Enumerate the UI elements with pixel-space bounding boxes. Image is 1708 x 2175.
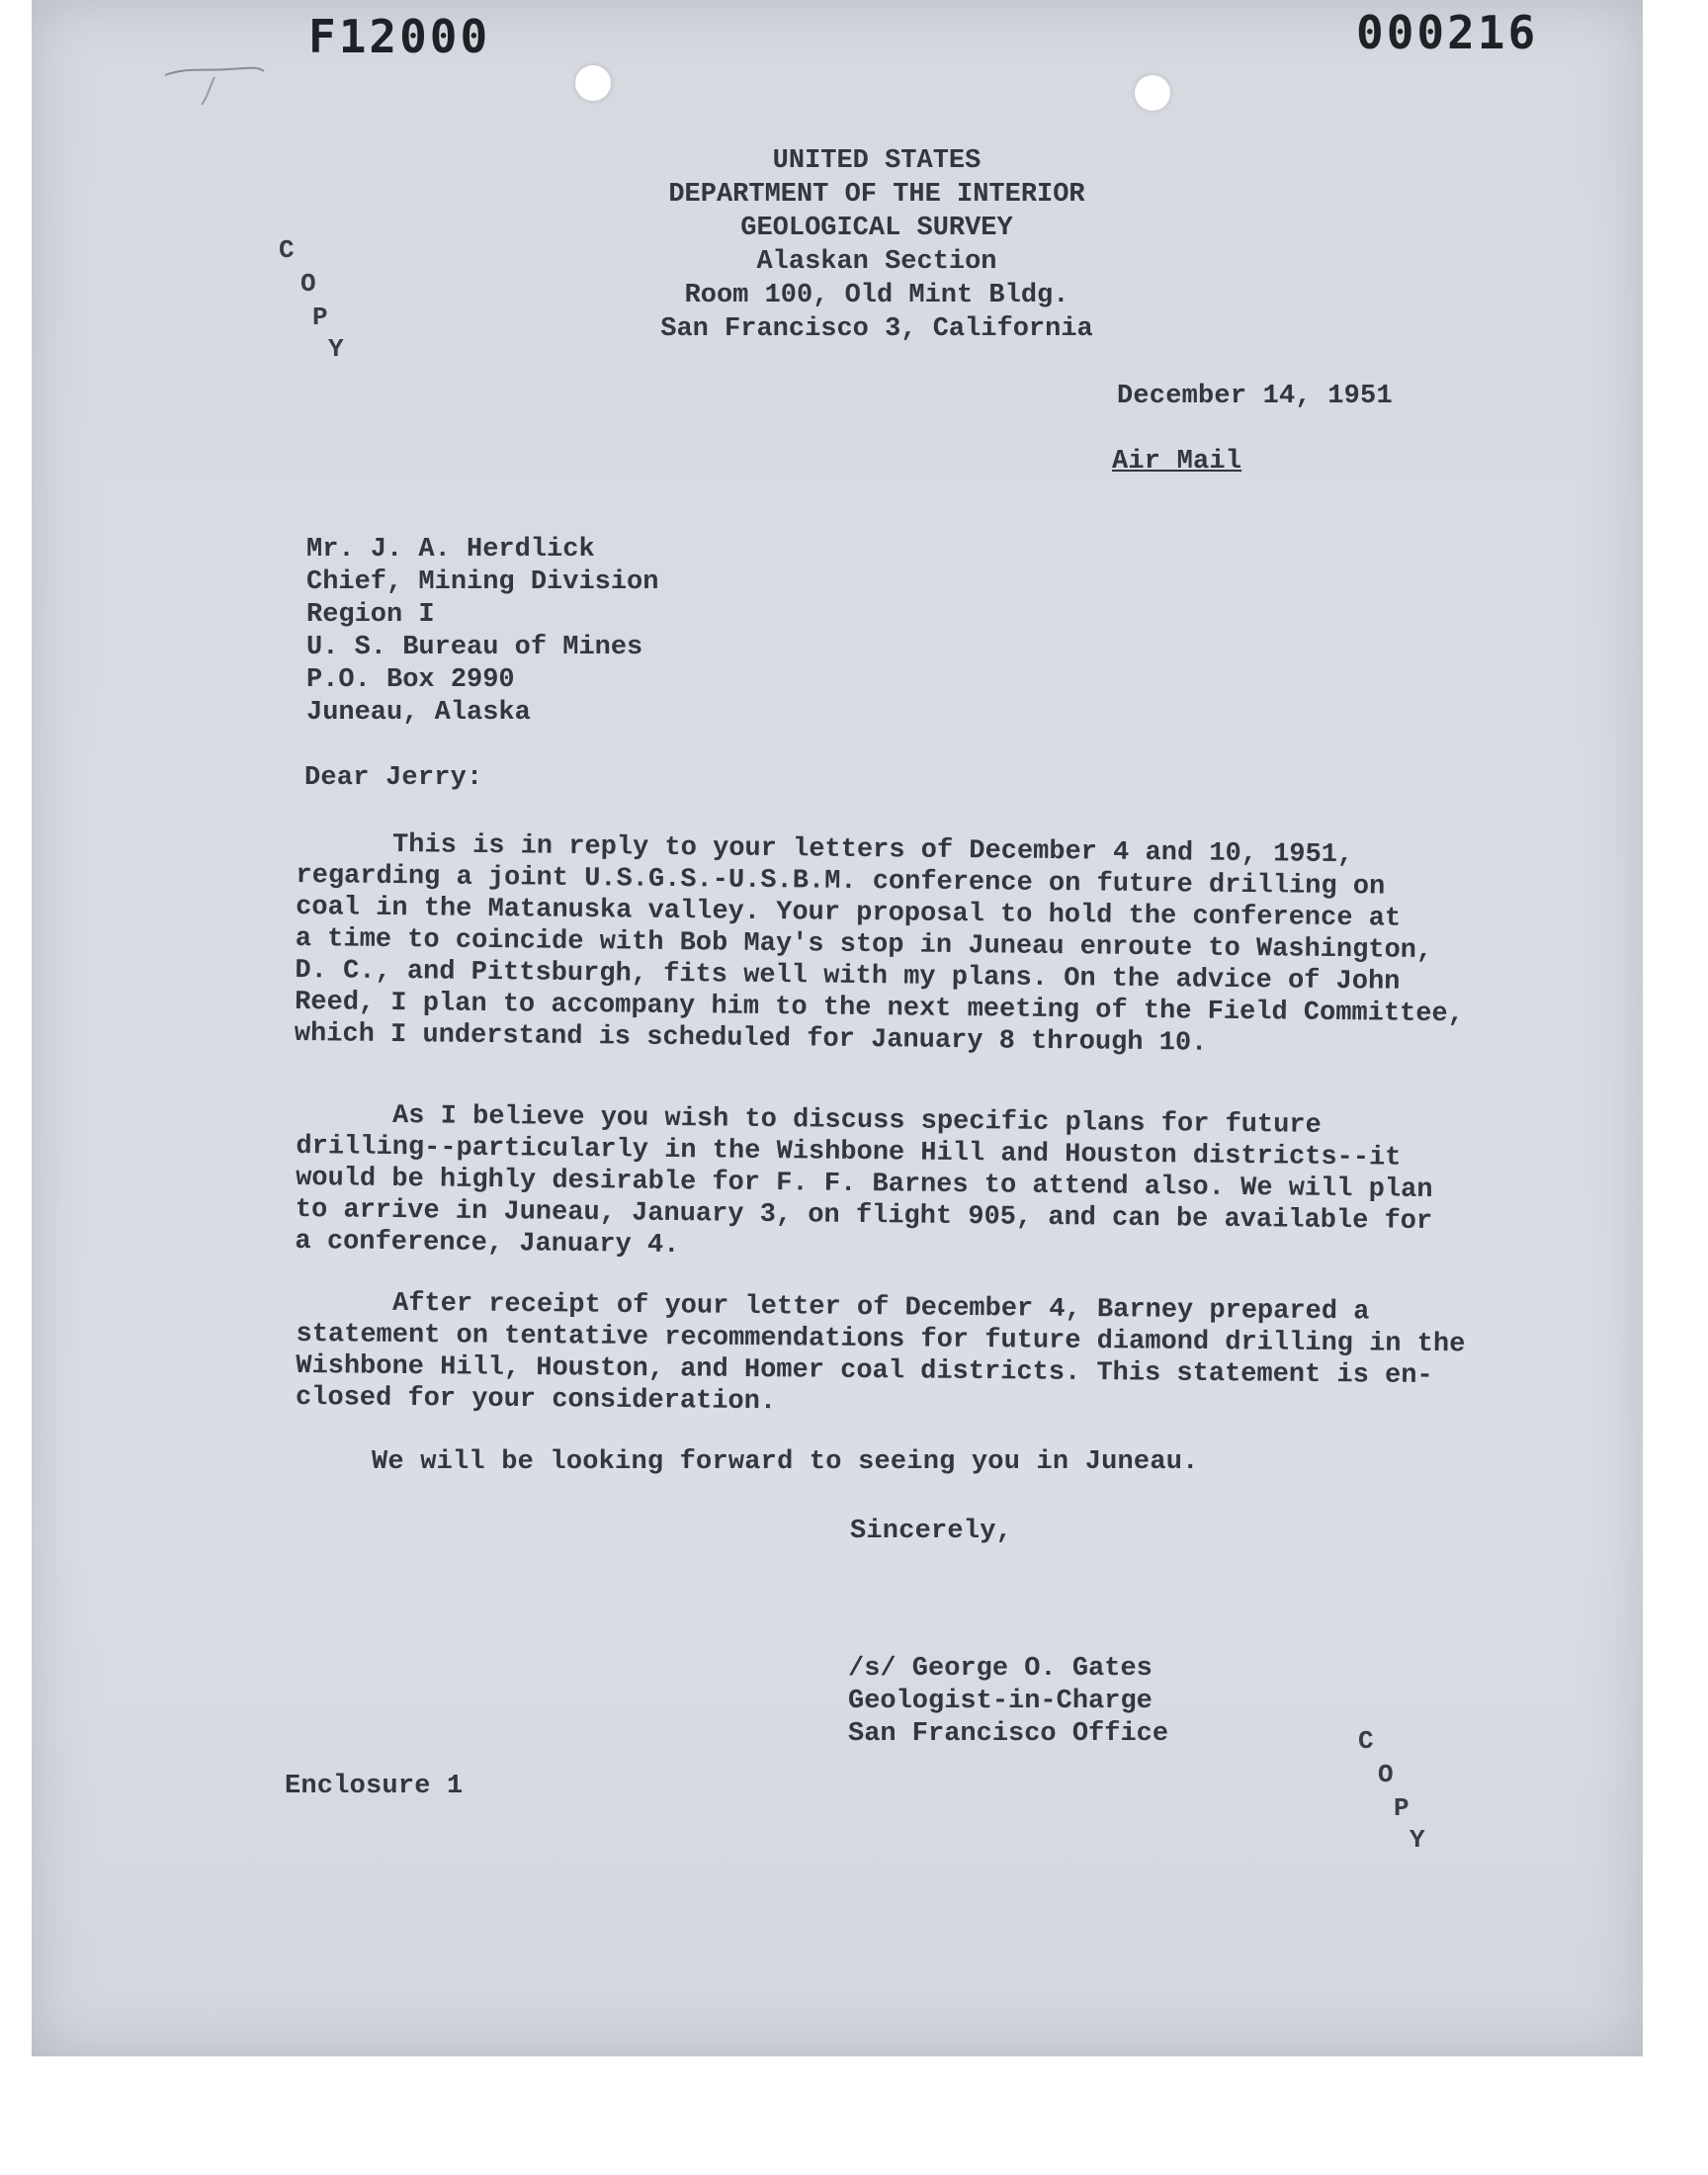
address-line: Mr. J. A. Herdlick: [306, 535, 595, 565]
letterhead-line: DEPARTMENT OF THE INTERIOR: [668, 180, 1085, 210]
copy-mark-letter: C: [1358, 1726, 1374, 1756]
paragraph-line: would be highly desirable for F. F. Barnes to attend also. We will plan: [296, 1163, 1433, 1206]
paragraph-line: After receipt of your letter of December 4, Barney prepared a: [296, 1288, 1370, 1328]
complimentary-close: Sincerely,: [850, 1517, 1013, 1546]
closing-sentence: We will be looking forward to seeing you in Juneau.: [372, 1447, 1199, 1477]
paragraph-line: As I believe you wish to discuss specific plans for future: [296, 1100, 1322, 1141]
punch-hole: [1135, 75, 1170, 111]
paragraph-line: closed for your consideration.: [295, 1382, 777, 1418]
signature-line: /s/ George O. Gates: [848, 1654, 1153, 1684]
address-line: Juneau, Alaska: [306, 698, 531, 728]
body-paragraph: [296, 1287, 1512, 1425]
enclosure-note: Enclosure 1: [285, 1772, 464, 1801]
punch-hole: [575, 65, 611, 101]
letterhead-line: Room 100, Old Mint Bldg.: [684, 281, 1069, 310]
document-number-stamp-right: 000216: [1356, 6, 1539, 59]
copy-mark-letter: P: [312, 303, 328, 332]
letter-date: December 14, 1951: [1117, 382, 1393, 411]
copy-mark-letter: P: [1394, 1793, 1409, 1823]
copy-mark-letter: Y: [1409, 1825, 1425, 1855]
paragraph-line: coal in the Matanuska valley. Your proposal to hold the conference at: [296, 892, 1402, 934]
salutation: Dear Jerry:: [304, 763, 483, 793]
paragraph-line: Reed, I plan to accompany him to the next meeting of the Field Committee,: [294, 987, 1465, 1030]
copy-mark-letter: O: [1378, 1760, 1394, 1789]
paragraph-line: This is in reply to your letters of December 4 and 10, 1951,: [296, 828, 1354, 871]
document-number-stamp-left: F12000: [308, 10, 491, 63]
letterhead: [467, 144, 1287, 346]
body-paragraph: [295, 828, 1512, 1063]
address-line: U. S. Bureau of Mines: [306, 633, 643, 662]
delivery-method: Air Mail: [1112, 447, 1242, 477]
recipient-address: [306, 534, 658, 730]
copy-mark-letter: O: [300, 269, 316, 299]
address-line: P.O. Box 2990: [306, 665, 515, 695]
paragraph-line: to arrive in Juneau, January 3, on flight 905, and can be available for: [295, 1194, 1433, 1238]
paragraph-line: which I understand is scheduled for January 8 through 10.: [294, 1018, 1208, 1059]
paragraph-line: D. C., and Pittsburgh, fits well with my plans. On the advice of John: [295, 955, 1401, 998]
letterhead-line: GEOLOGICAL SURVEY: [740, 214, 1013, 243]
signature-block: [848, 1653, 1168, 1751]
letterhead-line: Alaskan Section: [756, 247, 997, 277]
letterhead-line: San Francisco 3, California: [660, 314, 1093, 344]
signature-line: Geologist-in-Charge: [848, 1687, 1153, 1716]
copy-mark-letter: Y: [328, 334, 344, 364]
body-paragraph: [295, 1099, 1512, 1270]
pencil-mark: [160, 57, 269, 107]
letterhead-line: UNITED STATES: [772, 146, 982, 176]
address-line: Region I: [306, 600, 435, 630]
signature-line: San Francisco Office: [848, 1719, 1169, 1749]
address-line: Chief, Mining Division: [306, 567, 659, 597]
paragraph-line: a conference, January 4.: [295, 1226, 680, 1262]
copy-mark-letter: C: [279, 235, 295, 265]
paragraph-line: drilling--particularly in the Wishbone Hill and Houston districts--it: [296, 1131, 1402, 1174]
paragraph-line: statement on tentative recommendations for future diamond drilling in the: [296, 1319, 1466, 1360]
paragraph-line: a time to coincide with Bob May's stop in Juneau enroute to Washington,: [295, 923, 1433, 967]
letter-page: [32, 0, 1643, 2056]
paragraph-line: Wishbone Hill, Houston, and Homer coal districts. This statement is en-: [296, 1350, 1433, 1392]
paragraph-line: regarding a joint U.S.G.S.-U.S.B.M. conference on future drilling on: [296, 860, 1386, 903]
